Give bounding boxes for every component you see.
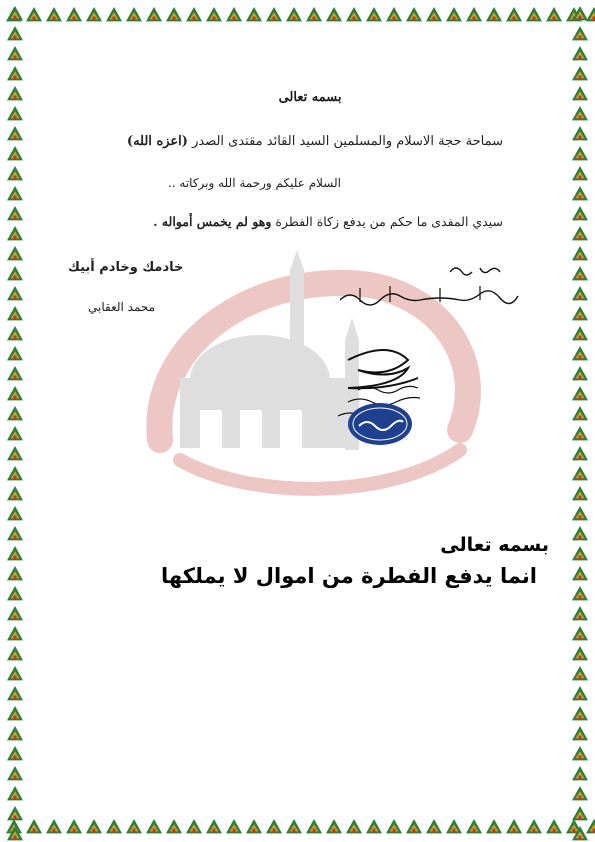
- border-triangle-icon: [572, 286, 588, 300]
- border-triangle-icon: [206, 819, 222, 833]
- border-triangle-icon: [406, 7, 422, 21]
- border-triangle-icon: [572, 526, 588, 540]
- border-triangle-icon: [7, 566, 23, 580]
- question-start: سيدي المفدى ما حكم من يدفع زكاة الفطرة: [275, 214, 503, 229]
- border-triangle-icon: [7, 606, 23, 620]
- border-triangle-icon: [572, 786, 588, 800]
- border-triangle-icon: [506, 819, 522, 833]
- bottom-border-pattern: [0, 812, 595, 842]
- border-triangle-icon: [572, 226, 588, 240]
- border-triangle-icon: [7, 46, 23, 60]
- letter-heading: بسمه تعالى: [278, 90, 342, 105]
- border-triangle-icon: [126, 819, 142, 833]
- addressee-name: سماحة حجة الاسلام والمسلمين السيد القائد مقتدى الصدر: [192, 134, 503, 149]
- border-triangle-icon: [7, 86, 23, 100]
- border-triangle-icon: [572, 426, 588, 440]
- border-triangle-icon: [7, 446, 23, 460]
- border-triangle-icon: [246, 819, 262, 833]
- border-triangle-icon: [7, 706, 23, 720]
- border-triangle-icon: [572, 666, 588, 680]
- letter-addressee: [127, 134, 503, 149]
- letter-closing: خادمك وخادم أبيك: [68, 260, 184, 275]
- border-triangle-icon: [246, 7, 262, 21]
- left-border-pattern: [0, 0, 30, 842]
- letter-greeting: السلام عليكم ورحمة الله وبركاته ..: [167, 176, 341, 190]
- border-triangle-icon: [546, 7, 562, 21]
- border-triangle-icon: [386, 7, 402, 21]
- border-triangle-icon: [572, 66, 588, 80]
- border-triangle-icon: [572, 346, 588, 360]
- border-triangle-icon: [7, 726, 23, 740]
- border-triangle-icon: [572, 166, 588, 180]
- border-triangle-icon: [572, 646, 588, 660]
- border-triangle-icon: [186, 819, 202, 833]
- answer-text: انما يدفع الفطرة من اموال لا يملكها: [161, 564, 537, 588]
- border-triangle-icon: [7, 786, 23, 800]
- border-triangle-icon: [46, 819, 62, 833]
- border-triangle-icon: [7, 766, 23, 780]
- border-triangle-icon: [126, 7, 142, 21]
- border-triangle-icon: [166, 819, 182, 833]
- border-triangle-icon: [306, 819, 322, 833]
- border-triangle-icon: [572, 546, 588, 560]
- border-triangle-icon: [306, 7, 322, 21]
- border-triangle-icon: [572, 826, 588, 840]
- border-triangle-icon: [572, 406, 588, 420]
- border-triangle-icon: [7, 546, 23, 560]
- border-triangle-icon: [7, 266, 23, 280]
- border-triangle-icon: [572, 206, 588, 220]
- border-triangle-icon: [7, 646, 23, 660]
- question-end: وهو لم يخمس أمواله .: [153, 214, 272, 229]
- border-triangle-icon: [106, 819, 122, 833]
- border-triangle-icon: [7, 366, 23, 380]
- border-triangle-icon: [572, 106, 588, 120]
- border-triangle-icon: [572, 746, 588, 760]
- border-triangle-icon: [7, 686, 23, 700]
- border-triangle-icon: [7, 486, 23, 500]
- right-border-pattern: [565, 0, 595, 842]
- border-triangle-icon: [426, 7, 442, 21]
- border-triangle-icon: [572, 6, 588, 20]
- border-triangle-icon: [572, 726, 588, 740]
- border-triangle-icon: [7, 666, 23, 680]
- border-triangle-icon: [7, 346, 23, 360]
- border-triangle-icon: [7, 126, 23, 140]
- border-triangle-icon: [572, 466, 588, 480]
- border-triangle-icon: [386, 819, 402, 833]
- border-triangle-icon: [572, 806, 588, 820]
- border-triangle-icon: [226, 819, 242, 833]
- border-triangle-icon: [286, 819, 302, 833]
- border-triangle-icon: [7, 526, 23, 540]
- border-triangle-icon: [7, 26, 23, 40]
- border-triangle-icon: [206, 7, 222, 21]
- border-triangle-icon: [346, 7, 362, 21]
- border-triangle-icon: [572, 586, 588, 600]
- border-triangle-icon: [7, 506, 23, 520]
- border-triangle-icon: [572, 86, 588, 100]
- border-triangle-icon: [7, 806, 23, 820]
- addressee-honorific: (اعزه الله): [126, 134, 188, 149]
- border-triangle-icon: [66, 7, 82, 21]
- border-triangle-icon: [366, 819, 382, 833]
- border-triangle-icon: [7, 146, 23, 160]
- seal-stamp-icon: [345, 400, 415, 448]
- border-triangle-icon: [572, 766, 588, 780]
- border-triangle-icon: [486, 7, 502, 21]
- border-triangle-icon: [572, 126, 588, 140]
- border-triangle-icon: [572, 606, 588, 620]
- border-triangle-icon: [572, 266, 588, 280]
- border-triangle-icon: [7, 306, 23, 320]
- border-triangle-icon: [486, 819, 502, 833]
- border-triangle-icon: [86, 819, 102, 833]
- border-triangle-icon: [326, 7, 342, 21]
- border-triangle-icon: [7, 246, 23, 260]
- border-triangle-icon: [7, 426, 23, 440]
- answer-heading: بسمه تعالى: [440, 534, 549, 556]
- border-triangle-icon: [572, 186, 588, 200]
- border-triangle-icon: [572, 626, 588, 640]
- border-triangle-icon: [7, 226, 23, 240]
- border-triangle-icon: [506, 7, 522, 21]
- border-triangle-icon: [526, 7, 542, 21]
- border-triangle-icon: [572, 46, 588, 60]
- border-triangle-icon: [7, 386, 23, 400]
- border-triangle-icon: [7, 206, 23, 220]
- border-triangle-icon: [7, 586, 23, 600]
- border-triangle-icon: [226, 7, 242, 21]
- border-triangle-icon: [572, 686, 588, 700]
- border-triangle-icon: [572, 566, 588, 580]
- border-triangle-icon: [7, 406, 23, 420]
- border-triangle-icon: [186, 7, 202, 21]
- border-triangle-icon: [326, 819, 342, 833]
- letter-question: [153, 214, 503, 229]
- border-triangle-icon: [446, 7, 462, 21]
- border-triangle-icon: [266, 819, 282, 833]
- border-triangle-icon: [572, 446, 588, 460]
- border-triangle-icon: [7, 746, 23, 760]
- border-triangle-icon: [7, 326, 23, 340]
- border-triangle-icon: [7, 826, 23, 840]
- border-triangle-icon: [572, 486, 588, 500]
- top-border-pattern: [0, 0, 595, 30]
- border-triangle-icon: [346, 819, 362, 833]
- border-triangle-icon: [572, 306, 588, 320]
- border-triangle-icon: [572, 366, 588, 380]
- border-triangle-icon: [7, 626, 23, 640]
- border-triangle-icon: [406, 819, 422, 833]
- border-triangle-icon: [7, 166, 23, 180]
- border-triangle-icon: [166, 7, 182, 21]
- border-triangle-icon: [572, 146, 588, 160]
- border-triangle-icon: [106, 7, 122, 21]
- sender-name: محمد العقابي: [88, 300, 156, 314]
- border-triangle-icon: [572, 706, 588, 720]
- border-triangle-icon: [572, 506, 588, 520]
- border-triangle-icon: [66, 819, 82, 833]
- border-triangle-icon: [7, 66, 23, 80]
- border-triangle-icon: [266, 7, 282, 21]
- border-triangle-icon: [572, 246, 588, 260]
- border-triangle-icon: [46, 7, 62, 21]
- border-triangle-icon: [466, 819, 482, 833]
- border-triangle-icon: [446, 819, 462, 833]
- border-triangle-icon: [7, 106, 23, 120]
- border-triangle-icon: [572, 386, 588, 400]
- border-triangle-icon: [7, 6, 23, 20]
- border-triangle-icon: [7, 466, 23, 480]
- border-triangle-icon: [86, 7, 102, 21]
- border-triangle-icon: [526, 819, 542, 833]
- border-triangle-icon: [426, 819, 442, 833]
- border-triangle-icon: [366, 7, 382, 21]
- border-triangle-icon: [146, 7, 162, 21]
- border-triangle-icon: [546, 819, 562, 833]
- border-triangle-icon: [572, 326, 588, 340]
- border-triangle-icon: [7, 286, 23, 300]
- border-triangle-icon: [572, 26, 588, 40]
- border-triangle-icon: [146, 819, 162, 833]
- border-triangle-icon: [466, 7, 482, 21]
- handwritten-reply: [330, 258, 530, 320]
- border-triangle-icon: [286, 7, 302, 21]
- border-triangle-icon: [7, 186, 23, 200]
